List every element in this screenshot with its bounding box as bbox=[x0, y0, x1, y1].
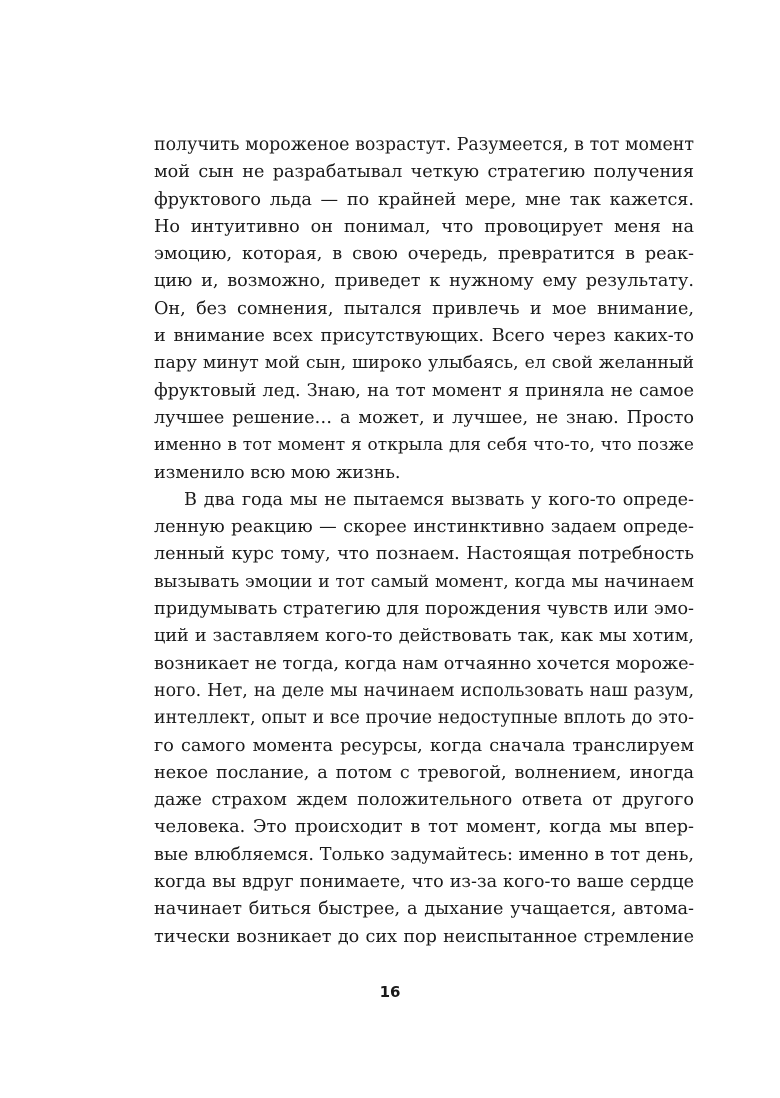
text-line: эмоцию, которая, в свою очередь, превратится в реак- bbox=[154, 244, 694, 265]
text-line: цию и, возможно, приведет к нужному ему результату. bbox=[154, 271, 694, 292]
text-line: интеллект, опыт и все прочие недоступные вплоть до это- bbox=[154, 708, 694, 729]
paragraph-2 bbox=[154, 487, 694, 951]
text-line: пару минут мой сын, широко улыбаясь, ел свой желанный bbox=[154, 353, 694, 374]
text-line: вые влюбляемся. Только задумайтесь: именно в тот день, bbox=[154, 844, 694, 865]
text-line: ленный курс тому, что познаем. Настоящая потребность bbox=[154, 544, 694, 565]
text-line: лучшее решение… а может, и лучшее, не знаю. Просто bbox=[154, 407, 694, 428]
text-line: получить мороженое возрастут. Разумеется, в тот момент bbox=[154, 135, 694, 155]
text-line: фруктового льда — по крайней мере, мне так кажется. bbox=[154, 189, 694, 210]
text-line: и внимание всех присутствующих. Всего через каких-то bbox=[154, 326, 694, 347]
text-line: когда вы вдруг понимаете, что из-за кого-то ваше сердце bbox=[154, 872, 694, 893]
text-line: человека. Это происходит в тот момент, когда мы впер- bbox=[154, 817, 694, 838]
text-line: даже страхом ждем положительного ответа от другого bbox=[154, 790, 694, 811]
text-line: Он, без сомнения, пытался привлечь и мое внимание, bbox=[154, 298, 694, 319]
text-line: ленную реакцию — скорее инстинктивно задаем опреде- bbox=[154, 517, 694, 538]
paragraph-1 bbox=[154, 132, 694, 487]
text-line: мой сын не разрабатывал четкую стратегию получения bbox=[154, 162, 694, 183]
page-number: 16 bbox=[379, 983, 401, 1001]
text-line: возникает не тогда, когда нам отчаянно хочется мороже- bbox=[154, 653, 695, 674]
text-line: придумывать стратегию для порождения чувств или эмо- bbox=[154, 599, 694, 620]
text-line: го самого момента ресурсы, когда сначала транслируем bbox=[154, 735, 694, 756]
text-line: В два года мы не пытаемся вызвать у кого-то опреде- bbox=[184, 489, 694, 510]
text-line: изменило всю мою жизнь. bbox=[154, 462, 401, 483]
text-line: Но интуитивно он понимал, что провоцирует меня на bbox=[154, 216, 694, 237]
text-line: ций и заставляем кого-то действовать так, как мы хотим, bbox=[154, 626, 694, 647]
text-line: тически возникает до сих пор неиспытанное стремление bbox=[154, 926, 694, 947]
text-line: некое послание, а потом с тревогой, волнением, иногда bbox=[154, 762, 694, 783]
text-line: ного. Нет, на деле мы начинаем использовать наш разум, bbox=[154, 680, 694, 701]
text-line: вызывать эмоции и тот самый момент, когда мы начинаем bbox=[154, 571, 694, 592]
text-line: фруктовый лед. Знаю, на тот момент я приняла не самое bbox=[154, 380, 694, 401]
text-line: начинает биться быстрее, а дыхание учащается, автома- bbox=[154, 899, 694, 920]
body-text bbox=[154, 132, 694, 951]
text-line: именно в тот момент я открыла для себя что-то, что позже bbox=[154, 435, 694, 456]
